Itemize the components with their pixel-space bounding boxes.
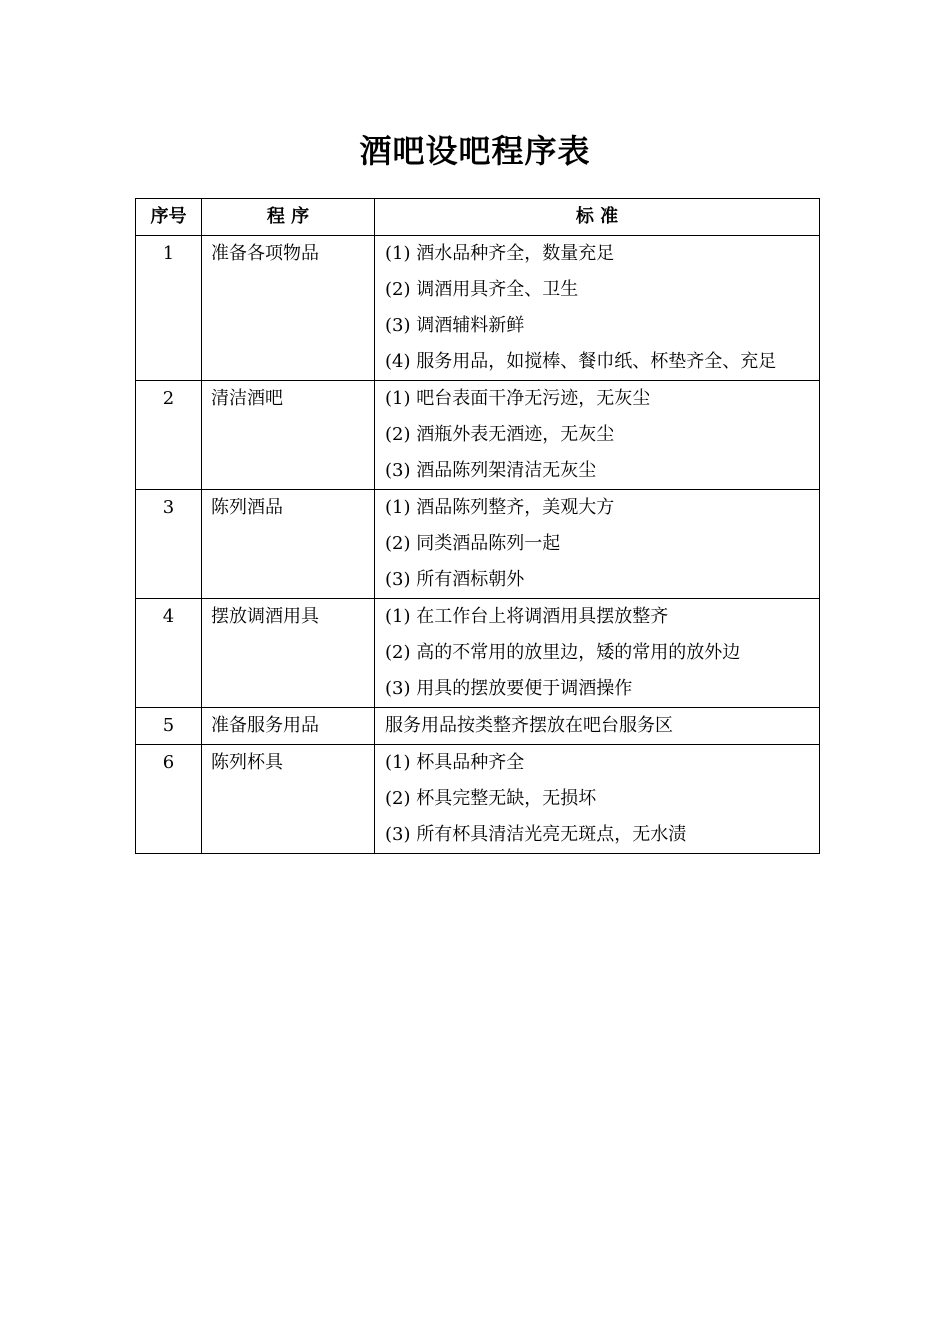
standard-item: (4) 服务用品，如搅棒、餐巾纸、杯垫齐全、充足 — [385, 351, 777, 372]
row-number: 3 — [136, 490, 202, 599]
table-row — [136, 745, 820, 854]
row-procedure: 摆放调酒用具 — [202, 599, 375, 708]
table-row — [136, 708, 820, 745]
row-number: 6 — [136, 745, 202, 854]
standard-item: (2) 同类酒品陈列一起 — [385, 533, 561, 554]
row-standards — [375, 381, 820, 490]
table-body — [136, 236, 820, 854]
standard-item: (2) 杯具完整无缺，无损坏 — [385, 788, 597, 809]
standard-item: (1) 在工作台上将调酒用具摆放整齐 — [385, 606, 669, 627]
standard-item: (2) 调酒用具齐全、卫生 — [385, 279, 579, 300]
row-standards — [375, 745, 820, 854]
row-number: 1 — [136, 236, 202, 381]
row-standards — [375, 236, 820, 381]
header-procedure: 程 序 — [202, 199, 375, 236]
standard-item: 服务用品按类整齐摆放在吧台服务区 — [385, 715, 673, 736]
row-number: 5 — [136, 708, 202, 745]
header-no: 序号 — [136, 199, 202, 236]
row-procedure: 陈列酒品 — [202, 490, 375, 599]
standard-item: (1) 吧台表面干净无污迹，无灰尘 — [385, 388, 651, 409]
standard-item: (3) 所有酒标朝外 — [385, 569, 525, 590]
procedure-table — [135, 198, 820, 854]
standard-item: (1) 杯具品种齐全 — [385, 752, 525, 773]
row-procedure: 准备服务用品 — [202, 708, 375, 745]
row-procedure: 准备各项物品 — [202, 236, 375, 381]
standard-item: (1) 酒品陈列整齐，美观大方 — [385, 497, 615, 518]
standard-item: (3) 调酒辅料新鲜 — [385, 315, 525, 336]
header-standard: 标 准 — [375, 199, 820, 236]
table-row — [136, 381, 820, 490]
page-title: 酒吧设吧程序表 — [359, 132, 591, 170]
standard-item: (2) 高的不常用的放里边，矮的常用的放外边 — [385, 642, 741, 663]
table-row — [136, 236, 820, 381]
row-number: 4 — [136, 599, 202, 708]
row-standards — [375, 599, 820, 708]
row-standards — [375, 708, 820, 745]
table-row — [136, 599, 820, 708]
standard-item: (3) 所有杯具清洁光亮无斑点，无水渍 — [385, 824, 687, 845]
standard-item: (3) 酒品陈列架清洁无灰尘 — [385, 460, 597, 481]
standard-item: (3) 用具的摆放要便于调酒操作 — [385, 678, 633, 699]
row-number: 2 — [136, 381, 202, 490]
row-procedure: 清洁酒吧 — [202, 381, 375, 490]
standard-item: (2) 酒瓶外表无酒迹，无灰尘 — [385, 424, 615, 445]
row-standards — [375, 490, 820, 599]
table-header-row — [136, 199, 820, 236]
standard-item: (1) 酒水品种齐全，数量充足 — [385, 243, 615, 264]
row-procedure: 陈列杯具 — [202, 745, 375, 854]
table-row — [136, 490, 820, 599]
